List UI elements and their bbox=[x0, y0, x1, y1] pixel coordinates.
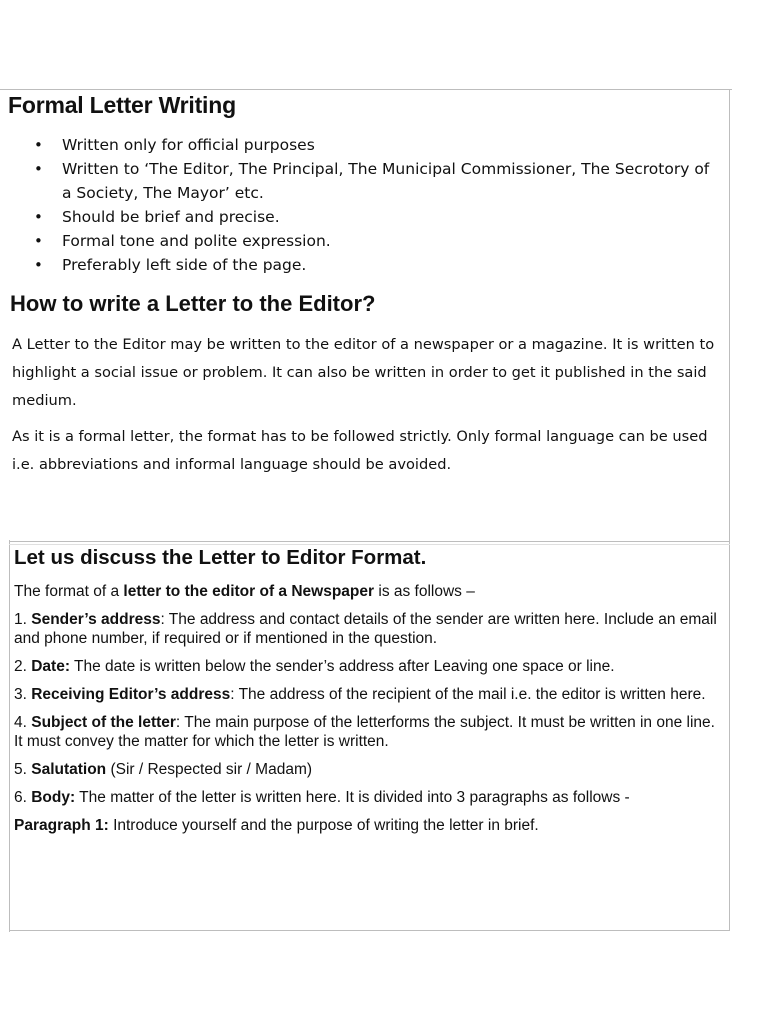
list-item bbox=[32, 133, 723, 157]
bullet-list bbox=[8, 133, 723, 277]
list-item-text: Written to ‘The Editor, The Principal, The Municipal Commissioner, The Secrotory of a Society, The Mayor’ etc. bbox=[62, 160, 710, 202]
list-item bbox=[32, 229, 723, 253]
intro-text-end: is as follows – bbox=[374, 583, 475, 600]
format-item bbox=[14, 788, 724, 807]
intro-bold-text: letter to the editor of a Newspaper bbox=[123, 583, 375, 600]
format-item bbox=[14, 685, 724, 704]
section-title: Formal Letter Writing bbox=[8, 92, 236, 118]
item-text: Introduce yourself and the purpose of writing the letter in brief. bbox=[108, 817, 539, 834]
paragraph: A Letter to the Editor may be written to the editor of a newspaper or a magazine. It is written to highlight a social issue or problem. It can also be written in order to get it published in the said medium. bbox=[12, 336, 715, 409]
list-item bbox=[32, 253, 723, 277]
format-item bbox=[14, 760, 724, 779]
item-number: 6. bbox=[14, 789, 32, 806]
format-item bbox=[14, 816, 724, 835]
letter-format-section bbox=[14, 546, 724, 835]
bullet-icon: • bbox=[34, 136, 43, 154]
format-item bbox=[14, 713, 724, 751]
list-item-text: Should be brief and precise. bbox=[62, 208, 280, 226]
item-text: The matter of the letter is written here. It is divided into 3 paragraphs as follows - bbox=[75, 789, 630, 806]
bottom-border bbox=[9, 930, 730, 931]
item-label: Date: bbox=[31, 658, 70, 675]
item-label: Body: bbox=[31, 789, 76, 806]
paragraph: As it is a formal letter, the format has to be followed strictly. Only formal language can be used i.e. abbreviations and informal language should be avoided. bbox=[12, 428, 708, 473]
section-divider-shadow bbox=[9, 544, 730, 545]
bullet-icon: • bbox=[34, 232, 43, 250]
item-text: : The main purpose of the letterforms the subject. It must be written in one line. It must convey the matter for which the letter is written. bbox=[14, 714, 715, 750]
item-text: (Sir / Respected sir / Madam) bbox=[106, 761, 313, 778]
item-number: 2. bbox=[14, 658, 32, 675]
item-label: Sender’s address bbox=[31, 611, 161, 628]
list-item bbox=[32, 157, 723, 205]
section-heading: How to write a Letter to the Editor? bbox=[10, 291, 376, 316]
section-divider bbox=[9, 541, 730, 542]
section-heading: Let us discuss the Letter to Editor Format. bbox=[14, 546, 427, 569]
format-intro bbox=[14, 582, 724, 601]
item-number: 3. bbox=[14, 686, 32, 703]
intro-text: The format of a bbox=[14, 583, 124, 600]
bullet-icon: • bbox=[34, 256, 43, 274]
format-item bbox=[14, 610, 724, 648]
item-text: : The address of the recipient of the mail i.e. the editor is written here. bbox=[230, 686, 706, 703]
item-number: 1. bbox=[14, 611, 32, 628]
left-border bbox=[9, 540, 10, 932]
list-item-text: Preferably left side of the page. bbox=[62, 256, 307, 274]
item-number: 4. bbox=[14, 714, 32, 731]
formal-letter-section bbox=[8, 90, 723, 479]
list-item-text: Formal tone and polite expression. bbox=[62, 232, 331, 250]
item-label: Salutation bbox=[31, 761, 107, 778]
item-text: : The address and contact details of the sender are written here. Include an email and phone number, if required or if mentioned in the question. bbox=[14, 611, 717, 647]
item-number: 5. bbox=[14, 761, 32, 778]
bullet-icon: • bbox=[34, 208, 43, 226]
right-border bbox=[729, 89, 730, 931]
format-item bbox=[14, 657, 724, 676]
item-label: Paragraph 1: bbox=[14, 817, 109, 834]
item-label: Subject of the letter bbox=[31, 714, 176, 731]
item-label: Receiving Editor’s address bbox=[31, 686, 231, 703]
item-text: The date is written below the sender’s address after Leaving one space or line. bbox=[70, 658, 615, 675]
list-item-text: Written only for official purposes bbox=[62, 136, 315, 154]
list-item bbox=[32, 205, 723, 229]
bullet-icon: • bbox=[34, 160, 43, 178]
